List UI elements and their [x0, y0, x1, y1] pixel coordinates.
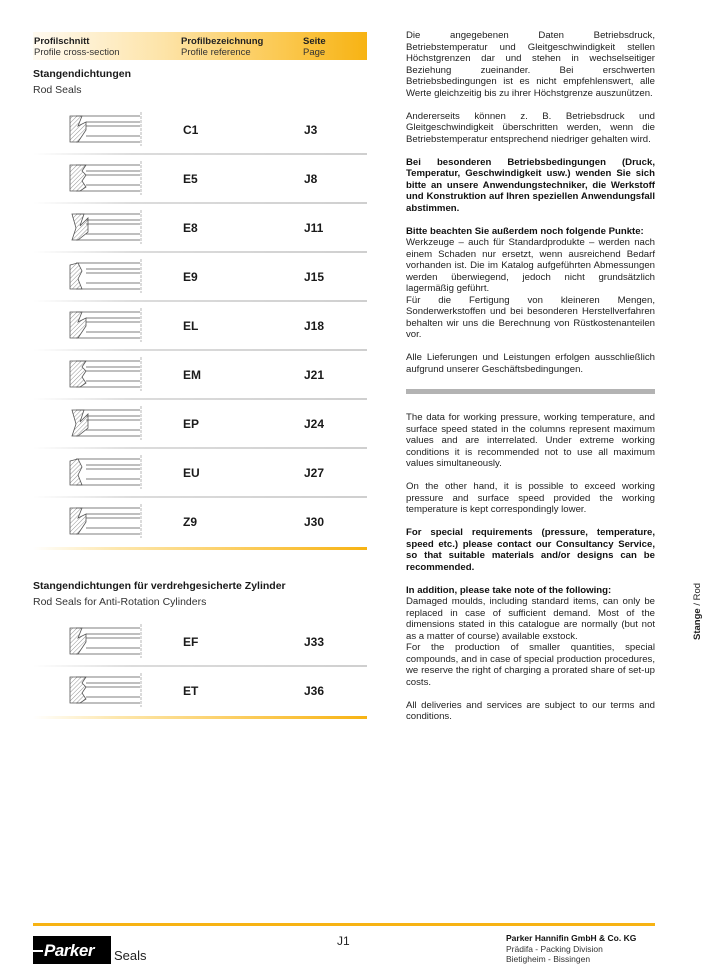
header-col3-en: Page: [303, 47, 326, 58]
profile-reference: E5: [183, 172, 198, 186]
em-profile-drawing-icon: [68, 357, 143, 391]
page-link[interactable]: J8: [304, 172, 318, 186]
page-link[interactable]: J27: [304, 466, 325, 480]
side-label-separator: /: [692, 600, 703, 609]
profile-reference: C1: [183, 123, 199, 137]
profile-reference: EF: [183, 635, 199, 649]
profile-row: [33, 204, 367, 253]
notes-column: [406, 30, 655, 734]
page-link[interactable]: J36: [304, 684, 325, 698]
de-paragraph-1: Die angegebenen Daten Betriebsdruck, Betriebstemperatur und Gleitgeschwindigkeit stellen Höchstgrenzen dar und stehen in wechselseitiger Beziehung zueinander. Bei erschwerten Betriebsbedingungen ist es nicht empfehlenswert, alle Werte gleichzeitig bis zu ihrer Höchstgrenze auszunützen.: [406, 30, 655, 99]
profile-reference: E8: [183, 221, 198, 235]
section1-divider: [33, 547, 367, 550]
page-link[interactable]: J15: [304, 270, 325, 284]
z9-profile-drawing-icon: [68, 504, 143, 538]
profile-reference: EU: [183, 466, 200, 480]
en-paragraph-5: All deliveries and services are subject to our terms and conditions.: [406, 699, 655, 722]
page-link[interactable]: J33: [304, 635, 325, 649]
section1-subtitle: Rod Seals: [33, 84, 82, 96]
profile-row: [33, 618, 367, 667]
parker-logo-text: Parker: [44, 941, 94, 960]
section1-rows: [33, 106, 367, 547]
profile-row: [33, 302, 367, 351]
header-page: [303, 36, 326, 58]
de-paragraph-3: Bei besonderen Betriebsbedingungen (Druck, Temperatur, Geschwindigkeit usw.) wenden Sie sich bitte an unsere Anwendungstechniker, die Werkstoff und Konstruktion auf Ihren speziellen Anwendungsfall abstimmen.: [406, 156, 655, 214]
section2-subtitle: Rod Seals for Anti-Rotation Cylinders: [33, 596, 207, 608]
company-name: Parker Hannifin GmbH & Co. KG: [506, 933, 637, 943]
eu-profile-drawing-icon: [68, 455, 143, 489]
en-paragraph-2: On the other hand, it is possible to exceed working pressure and surface speed provided the working temperature is kept correspondingly lower.: [406, 481, 655, 515]
profile-row: [33, 253, 367, 302]
company-division: Prädifa - Packing Division: [506, 943, 603, 954]
side-label-de: Stange: [692, 608, 703, 640]
header-profile-cross-section: [34, 36, 120, 58]
profile-row: [33, 449, 367, 498]
et-profile-drawing-icon: [68, 673, 143, 707]
table-header: [33, 32, 367, 60]
page-link[interactable]: J11: [304, 221, 324, 235]
header-col1-en: Profile cross-section: [34, 47, 120, 58]
en-paragraph-4a: Damaged moulds, including standard items, can only be replaced in case of sufficient demand. Most of the dimensions stated in this catalogue are normally (but not as a matter of course) available exstock.: [406, 596, 655, 642]
logo-seals-text: Seals: [114, 948, 147, 963]
section2: [33, 580, 367, 719]
header-col1-de: Profilschnitt: [34, 36, 90, 47]
de-paragraph-2: Andererseits können z. B. Betriebsdruck und Gleitgeschwindigkeit überschritten werden, wenn die Betriebstemperatur entsprechend niedriger gehalten wird.: [406, 110, 655, 145]
header-col2-de: Profilbezeichnung: [181, 36, 264, 47]
profile-reference: EP: [183, 417, 200, 431]
profile-reference: E9: [183, 270, 198, 284]
profile-row: [33, 498, 367, 547]
profile-row: [33, 106, 367, 155]
ep-profile-drawing-icon: [68, 406, 143, 440]
header-profile-reference: [181, 36, 263, 58]
side-tab-label: [692, 583, 703, 640]
el-profile-drawing-icon: [68, 308, 143, 342]
profile-row: [33, 667, 367, 716]
profile-reference: EM: [183, 368, 201, 382]
company-info: [506, 933, 636, 965]
profile-reference: EL: [183, 319, 199, 333]
profile-reference: Z9: [183, 515, 198, 529]
side-label-en: Rod: [692, 582, 703, 601]
section2-rows: [33, 618, 367, 716]
en-paragraph-1: The data for working pressure, working temperature, and surface speed stated in the columns represent maximum values and are interrelated. Under extreme working conditions it is recommended not to use all maximum values simultaneously.: [406, 412, 655, 469]
e9-profile-drawing-icon: [68, 259, 143, 293]
de-paragraph-5: Alle Lieferungen und Leistungen erfolgen ausschließlich aufgrund unserer Geschäftsbedingungen.: [406, 352, 655, 375]
en-paragraph-4b: For the production of smaller quantities, special compounds, and in case of special production procedures, we reserve the right of charging a prorated share of set-up costs.: [406, 642, 655, 688]
section1-title: Stangendichtungen: [33, 68, 131, 80]
ef-profile-drawing-icon: [68, 624, 143, 658]
page-link[interactable]: J24: [304, 417, 325, 431]
parker-logo-mark: [33, 936, 111, 964]
en-paragraph-3: For special requirements (pressure, temperature, speed etc.) please contact our Consultancy Service, so that suitable materials and/or designs can be recommended.: [406, 527, 655, 573]
language-divider: [406, 389, 655, 394]
page-link[interactable]: J21: [304, 368, 325, 382]
parker-seals-logo: [33, 936, 147, 964]
profile-row: [33, 155, 367, 204]
profile-row: [33, 351, 367, 400]
company-location: Bietigheim - Bissingen: [506, 954, 591, 964]
en-paragraph-4-heading: In addition, please take note of the following:: [406, 584, 612, 596]
page-number: J1: [337, 934, 350, 948]
profile-row: [33, 400, 367, 449]
profile-table: [33, 32, 367, 550]
section2-divider: [33, 716, 367, 719]
page-link[interactable]: J18: [304, 319, 325, 333]
header-col3-de: Seite: [303, 36, 326, 47]
header-col2-en: Profile reference: [181, 47, 251, 58]
de-paragraph-4a: Werkzeuge – auch für Standardprodukte – werden nach einem Schaden nur ersetzt, wenn ausreichend Bedarf vorhanden ist. Die im Katalog aufgeführten Abmessungen werden überwiegend, jedoch nicht grundsätzlich lagermäßig geführt.: [406, 237, 655, 294]
de-paragraph-4b: Für die Fertigung von kleineren Mengen, Sonderwerkstoffen und bei besonderen Herstellverfahren behalten wir uns die Berechnung von Rüstkostenanteilen vor.: [406, 294, 655, 340]
section2-title: Stangendichtungen für verdrehgesicherte Zylinder: [33, 580, 286, 592]
profile-reference: ET: [183, 684, 199, 698]
de-paragraph-4-heading: Bitte beachten Sie außerdem noch folgende Punkte:: [406, 225, 644, 237]
e5-profile-drawing-icon: [68, 161, 143, 195]
footer-rule: [33, 923, 655, 926]
c1-profile-drawing-icon: [68, 112, 143, 146]
page-link[interactable]: J30: [304, 515, 325, 529]
e8-profile-drawing-icon: [68, 210, 143, 244]
page-link[interactable]: J3: [304, 123, 318, 137]
